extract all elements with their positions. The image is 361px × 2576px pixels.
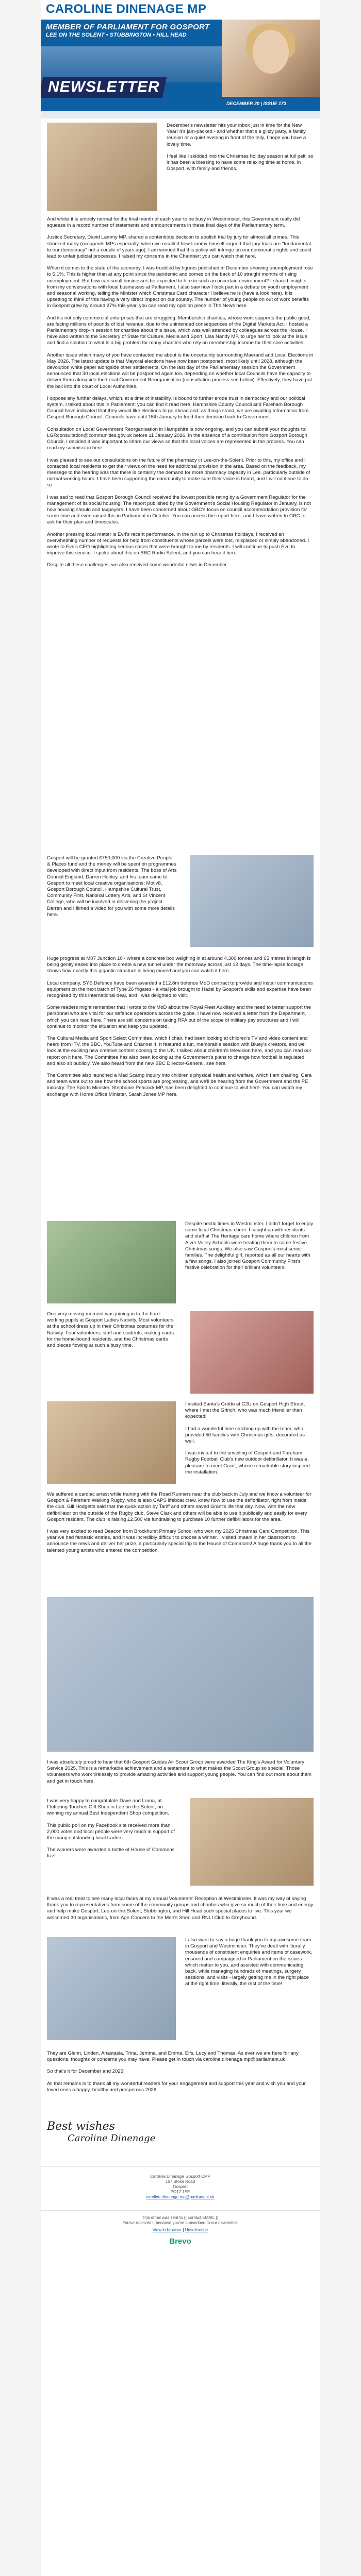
footer-org: Caroline Dinenage Gosport CMP (150, 2174, 210, 2179)
paragraph: Despite all these challenges, we also received some wonderful news in December. (47, 562, 228, 568)
brevo-logo[interactable]: Brevo (169, 2237, 191, 2246)
card-spacer (41, 2262, 320, 2576)
paragraph: We suffered a cardiac arrest while training with the Road Runners near the club back in July and we know a volunteer for Gosport & Fareham Walking Rugby, who is also CAPS lifeboat crew, knew how to use the defibrillator, right from inside the club. Gill Hodgetts said that the quick action by Tariff and others saved Grant's life that day. Now, with the new defibrillator on the outside of the Rugby club, Steve Clark and others will be able to use it publically and easily for every Gosport resident. The club is raising £2,500 via fundraising to purchase 10 further defibrillators for the area. (47, 1492, 311, 1522)
care-home-photo (47, 1221, 176, 1303)
paragraph: They are Glenn, Linden, Anastasia, Trina, Jemma, and Emma. Elfs, Lucy and Thomas. As ever we are here for any questions, thoughts or concerns you may have. Please get in touch via caroline.dinenage.mp@parliament.uk. (47, 2050, 299, 2063)
paragraph: I was pleased to see our consultations on the future of the pharmacy in Lee-on-the-Solent. Prior to this, my office and I contacted local residents to get their views on the need for additional provision in the area. Based on the feedback, my message to the hearing was that there is certainly the demand for more pharmacy capacity in Lee, particularly outside of normal working hours. I have been supporting the community to make sure their voice is heard, and I will continue to do so. (47, 457, 310, 488)
signature-block (41, 2120, 320, 2144)
paragraph: I was sad to read that Gosport Borough Council received the lowest possible rating by a Government Regulator for the management of its social housing. The report published by the Government's Social Housing Regulator in January, is not how housing should and taxpayers. I have been concerned about GBC's focus on council accommodation provision for some time and even raised this in Parliament in October. You can access the report here, and I have written to GBC to ask for their plan and timescales. (47, 494, 311, 526)
paragraph: I was absolutely proud to hear that 6th Gosport Guides Air Scout Group were awarded The King's Award for Voluntary Service 2025. This is a remarkable achievement and a testament to what makes the Scout Group so special. Those volunteers who work tirelessly to provide amazing activities and support young people. You can find out more about them and get in touch here. (47, 1759, 312, 1784)
paragraph: Gosport will be granted £750,000 via the Creative People & Places fund and the money will be spent on programmes developed with direct input from residents. The boss of Arts Council England, Darren Henley, and his team came to Gosport to meet local creative organisations; Motiv8, Gosport Borough Council, Hampshire Cultural Trust, Community First, National Lottery Arts, and St Vincent College, who will be involved in delivering the project. Darren and I filmed a video for you with some more details here. (47, 855, 177, 918)
christmas-tree-photo (47, 123, 157, 211)
footer-legal (41, 2215, 320, 2246)
header-divider (41, 111, 320, 118)
footer-links (41, 2228, 320, 2233)
body-section-2 (41, 956, 320, 1098)
rugby-block (41, 1492, 320, 1554)
paragraph: I also want to say a huge thank you to my awesome team in Gosport and Westminster. They've dealt with literally thousands of constituent enquiries and items of casework, ensured and campaigned in Parliament on the issues which matter to you, and assisted with communicating back, while managing hundreds of meetings, surgery sessions, and visits - largely getting me in the right place at the right time, literally, the rest of the time! (185, 1937, 313, 1987)
gift-shop-photo (190, 1798, 314, 1886)
paragraph: The Committee also launched a Mad Scamp inquiry into children's physical health and welfare, which I am chairing. Cara and team went out to see how the school sports are progressing, and we'll be hearing from the Government and the PE industry. The Sports Minister, Stephanie Peacock MP, has been delighted to continue to visit here. You can watch my exchange with Home Office Minister, Sarah Jones MP here. (47, 1073, 312, 1097)
unsubscribe-link[interactable]: Unsubscribe (185, 2228, 208, 2232)
newsletter-title: NEWSLETTER (48, 78, 160, 95)
mp-portrait-image (222, 20, 320, 97)
team-block (179, 1937, 320, 1988)
paragraph: I visited Santa's Grotto at C2U on Gosport High Street, where I met the Grinch, who was much friendlier than expected! (185, 1401, 305, 1420)
footer-address (41, 2174, 320, 2200)
paragraph: Some readers might remember that I wrote to the MoD about the Royal Fleet Auxiliary and the need to better support the personnel who are vital for our defence operations across the globe. I have now received a letter from the Department, which you can read here. There are still concerns on taking RFA out of the scope of military pay structures and I will continue to monitor the situation and keep you updated. (47, 1005, 311, 1029)
shop-block (41, 1798, 183, 1860)
scouts-block (41, 1759, 320, 1785)
divider (41, 2210, 320, 2211)
paragraph: And whilst it is entirely normal for the final month of each year to be busy in Westminster, this Government really did squeeze in a record number of statements and announcements in these final days of the Parliamentary term. (47, 216, 300, 229)
santa-grotto-photo (47, 1401, 176, 1484)
volunteers-reception-photo (47, 1937, 176, 2040)
paragraph: Consultation on Local Government Reorganisation in Hampshire is now ongoing, and you can submit your thoughts to: LGRconsultation@communities.gov.uk before 11 January 2026. In the absence of a contribution from Gosport Borough Council, I decided it was important to share our views so that the local voices are represented in the process. You can read my submission here. (47, 426, 307, 451)
arts-council-photo (190, 855, 314, 947)
closing-block (41, 2050, 320, 2093)
paragraph: I had a wonderful time catching up with the team, who provided 50 families with Christmas gifts, decorated as well. (185, 1426, 305, 1445)
paragraph: And it's not only commercial enterprises that are struggling. Membership charities, whose work supports the public good, are facing millions of pounds of lost revenue, due to the unintended consequences of the Digital Markets Act. I hosted a Parliamentary drop-in session for charities about this issue, which was well attended by colleagues across the House. I have also written to the Secretary of State for Culture, Media and Sport, Lisa Nandy MP, to urge her to look at the issue and find a solution to what is a big problem for many charities who rely on membership income for their core activities. (47, 315, 311, 346)
link-separator: | (183, 2228, 185, 2232)
footer-addr1: 167 Stoke Road (165, 2179, 195, 2184)
email-link[interactable]: caroline.dinenage.mp@parliament.uk (146, 2195, 215, 2199)
closing-handwriting: Best wishes (47, 2120, 115, 2133)
paragraph: Huge progress at M07 Junction 10 - where a concrete box weighing in at around 4,300 tonnes and 65 metres in length is being gently eased into place to create a new tunnel under the motorway across just 12 days. The time-lapse footage shows how exactly this gigantic structure is being moved and you can watch it here. (47, 956, 311, 974)
paragraph: When it comes to the state of the economy, I was troubled by figures published in December showing unemployment rose to 5.1%. This is higher than at any point since the pandemic and comes on the back of 10 straight months of rising unemployment. But how can small businesses be expected to hire in such an uncertain environment? I shared insights from my conversations with local businesses at Parliament. I also saw how I took part in a debate on youth employment and seasonal working, telling the Minister which Christmas Card character I believe he is (have a look here). It is upsetting to think of this having a very direct impact on our country. The number of young people on out of work benefits in Gosport grew by around 27% this year, you can read my opinion piece in The News here. (47, 265, 314, 309)
footer-note: This email was sent to {{ contact.EMAIL }} (142, 2215, 219, 2220)
footer-addr3: PO12 1SE (170, 2190, 190, 2194)
paragraph: I was very happy to congratulate Dave and Lorna, at Fluttering Touches Gift Shop in Lee on the Solent, on winning my annual Best Independent Shop competition. (47, 1798, 169, 1817)
paragraph: Another pressing local matter is Evri's recent performance. In the run up to Christmas holidays, I received an overwhelming number of requests for help from constituents whose parcels were lost, misplaced or simply abandoned. I wrote to Evri's CEO highlighting serious cases that were brought to me by residents. I will continue to push Evri to improve this service. I spoke about this on BBC Radio Solent, and you can hear it here. (47, 531, 309, 556)
nativity-photo (190, 1311, 314, 1394)
signature-handwriting: Caroline Dinenage (68, 2133, 156, 2144)
footer-note: You've received it because you've subscribed to our newsletter. (122, 2221, 238, 2225)
christmas-card-winner-photo (47, 1597, 314, 1752)
paragraph: I was very excited to read Deacon from Brockhurst Primary School who won my 2025 Christmas Card Competition. This year we had fantastic entries, and it was incredibly difficult to choose a winner. I visited Imaani in her classroom to announce the news and deliver her prize, a particularly special trip to the House of Commons! A huge thank you to all the talented young artists who entered the competition. (47, 1529, 312, 1553)
footer-addr2: Gosport (173, 2184, 188, 2189)
grotto-block (179, 1401, 320, 1476)
intro-paragraph: December's newsletter hits your inbox just in time for the New Year! It's jam-packed - and whether that's a glitzy party, a family reunion or a quiet evening in front of the telly, I hope you have a lovely time. (167, 123, 306, 147)
paragraph: All that remains is to thank all my wonderful readers for your engagement and support this year and wish you and your loved ones a happy, healthy and prosperous 2026. (47, 2080, 306, 2093)
nativity-block (41, 1311, 183, 1349)
paragraph: Justice Secretary, David Lammy MP, shared a contentious decision to abolish trial by jury for almost all crimes. This shocked many (occupants MPs especially, when we recalled how Lammy himself argued that jury trials are "fundamental to our democracy" not a couple of years ago). I am worried that this policy will infringe on our democratic rights and could lead to unfair judicial processes. I raised my concerns in the Chamber: you can watch that here. (47, 234, 311, 260)
header-banner (41, 0, 320, 118)
issue-date: DECEMBER 20 | ISSUE 173 (226, 101, 287, 106)
paragraph: Despite hectic times in Westminster, I didn't forget to enjoy some local Christmas cheer. I caught up with residents and staff at The Heritage care home where children from Alver Valley Schools were treating them to some festive Christmas songs. We also saw Gosport's most senior families. The delightful girl, reported as all our hearts with a few songs. I also joined Gosport Community First's festive celebration for their brilliant volunteers. (185, 1221, 314, 1271)
volunteers-block (41, 1896, 320, 1921)
paragraph: I oppose any further delays, which, at a time of instability, is bound to further erode trust in democracy and our political system. I talked about this in Parliament: you can find it read here. Hampshire County Council and Fareham Borough Council have indicated that they would like elections to go ahead and, as things stand, we are awaiting information from Gosport Borough Council. Councils have until 15th January to feed their decision back to Government. (47, 395, 309, 420)
footer-email-link[interactable] (41, 2195, 320, 2200)
mp-role: MEMBER OF PARLIAMENT FOR GOSPORT (46, 23, 210, 31)
body-section-1 (41, 216, 320, 569)
divider (41, 2166, 320, 2167)
constituency-areas: LEE ON THE SOLENT • STUBBINGTON • HILL HEAD (46, 32, 187, 38)
arts-block (41, 855, 183, 918)
paragraph: It was a real treat to see many local faces at my annual Volunteers' Reception at Westminster. It was my way of saying thank you to representatives from some of the community groups and charities who give so much of their time and energy and help make Gosport, Lee-on-the-Solent, Stubbington, and Hill Head such special places to live. This year we welcomed 30 organisations, from Age Concern to the Men's Shed and RNLI Club to Greyhound. (47, 1896, 314, 1921)
paragraph: I was invited to the unveiling of Gosport and Fareham Rugby Football Club's new outdoor defibrillator. It was a pleasure to meet Grant, whose remarkable story inspired the installation. (185, 1450, 310, 1475)
paragraph: Another issue which many of you have contacted me about is the uncertainty surrounding Maerand and Local Elections in May 2026. The latest update is that Mayoral elections have now been postponed, most likely until 2028, although the devolution white paper alongside other settlements. On the last day of the Parliamentary session the Government announced that 30 local elections will be postponed again too, depending on whether local Councils have the capacity to deliver them alongside the Local Government Reorganisation (consultation process see below). Effectively, they have put the ball into the court of Local Authorities. (47, 352, 314, 389)
paragraph: I feel like I skidded into the Christmas holiday season at full pelt, so it has been a blessing to have some relaxing time at home, in Gosport, with family and friends. (167, 153, 314, 172)
heritage-block (179, 1221, 320, 1272)
paragraph: The Cultural Media and Sport Select Committee, which I chair, had been looking at children's TV and video content and heard from ITV, the BBC, YouTube and Channel 4. It featured a fun, memorable session with Bluey's creators, and we look at the exciting new creative content coming to the UK. I talked about children's television here, and you can read our report on it here. The Committee has also been looking at the Government's plans to change how football is regulated and also sit publicly. We also heard from the new BBC Director-General, see here. (47, 1036, 311, 1066)
mp-name-title: CAROLINE DINENAGE MP (41, 0, 320, 20)
paragraph: The winners were awarded a bottle of House of Commons fizz! (47, 1847, 175, 1859)
paragraph: Local company, SYS Defence have been awarded a £12.8m defence MoD contract to provide and install communications equipment on the next batch of Type 26 frigates - a vital job brought to Hazel by Gosport's skills and expertise have been recognised by this international deal, and I was delighted to visit. (47, 980, 313, 999)
intro-block (160, 123, 320, 172)
portrait-face (253, 30, 289, 74)
paragraph: This public poll on my Facebook site received more than 2,000 votes and local people were very much in support of the many outstanding local traders. (47, 1822, 175, 1841)
view-in-browser-link[interactable]: View in browser (152, 2228, 182, 2232)
newsletter-card (41, 0, 320, 2576)
paragraph: One very moving moment was joining in to the hard-working pupils at Gosport Ladies Nativity. Most volunteers at the school dress up in their Christmas costumes for the Nativity. Four volunteers, staff and students, making cards for the home-bound residents, and the Christmas cards and pieces flowing at such a busy time. (47, 1311, 174, 1349)
paragraph: So that's it for December and 2025! (47, 2069, 125, 2075)
